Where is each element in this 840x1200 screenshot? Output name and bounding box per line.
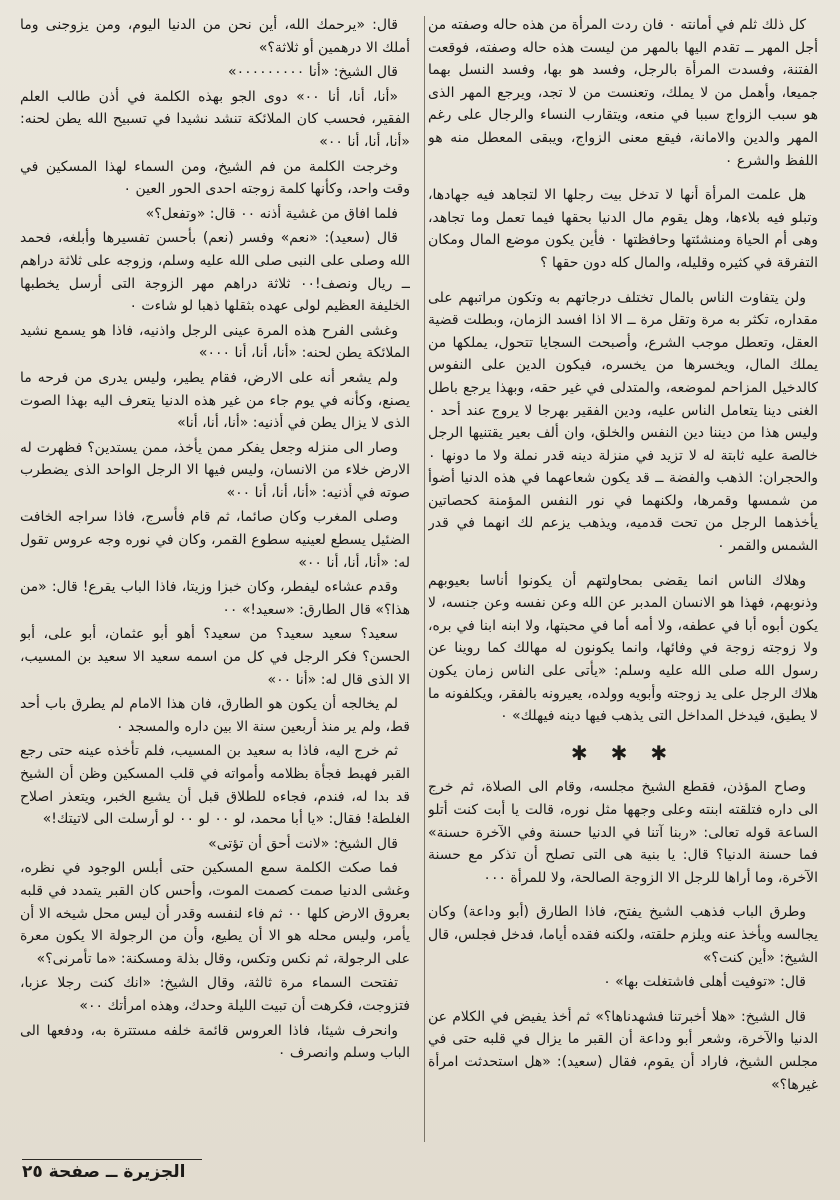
paragraph: ثم خرج اليه، فاذا به سعيد بن المسيب، فلم تأخذه عينه حتى رجع القبر فهبط فجأة بظلامه وأمواته في قلب المسكين وظن أن الشيخ قد بدا له، فندم، فجاءه للطلاق قبل أن يشيع الخبر، ويتعذر اصلاح الغلطة! فقال: «يا أبا محمد، لو ٠٠ لو ٠٠ لو أرسلت الى لاتيتك!» (20, 743, 410, 828)
paragraph: قال: «يرحمك الله، أين نحن من الدنيا اليوم، ومن يزوجنى وما أملك الا درهمين أو ثلاثة؟» (20, 17, 410, 56)
paragraph: وقدم عشاءه ليفطر، وكان خبزا وزيتا، فاذا الباب يقرع! قال: «من هذا؟» قال الطارق: «سعيد!» ٠٠ (20, 579, 410, 618)
paragraph: قال الشيخ: «هلا أخبرتنا فشهدناها؟» ثم أخذ يفيض في الكلام عن الدنيا والآخرة، وشعر أبو وداعة أن القبر ما يزال في قلبه حتى في مجلس الشيخ، فاراد أن يقوم، فقال (سعيد): «هل استحدثت امرأة غيرها؟» (428, 1008, 818, 1093)
paragraph: كل ذلك ثلم في أمانته ٠ فان ردت المرأة من هذه حاله وصفته من أجل المهر ــ تقدم اليها بالمهر من ليست هذه حاله وصفته، فوقعت الفتنة، وفسدت المرأة بالرجل، وفسد هو بها، وفسد النسل بهما جميعا، وأهمل من لا يملك، وتعنست من لا تجد، ويرجع المهر الذى هو سبب الزواج سببا في منعه، ويتقارب النساء والرجال على رغم المهر والدين والامانة، فيقع معنى الزواج، ويبقى المعطل منه هو اللفظ والشرع ٠ (428, 17, 818, 169)
paragraph: قال الشيخ: «لانت أحق أن تؤتى» (208, 835, 398, 852)
paragraph: سعيد؟ سعيد سعيد؟ من سعيد؟ أهو أبو عثمان، أبو على، أبو الحسن؟ فكر الرجل في كل من اسمه سعيد الا سعيد بن المسيب، الا الذى قال له: «أنا ٠٠» (20, 626, 410, 688)
paragraph: «أنا، أنا، أنا ٠٠» دوى الجو بهذه الكلمة في أذن طالب العلم الفقير، فحسب كان الملائكة تنشد نشيدا في تسبيح الله يطن لحنه: «أنا، أنا، أنا ٠٠» (20, 88, 410, 150)
page-footer (22, 1162, 422, 1182)
paragraph: قال الشيخ: «أنا ٠٠٠٠٠٠٠٠٠» (228, 64, 398, 81)
paragraph: وغشى الفرح هذه المرة عينى الرجل واذنيه، فاذا هو يسمع نشيد الملائكة يطن لحنه: «أنا، أنا، أنا ٠٠٠» (20, 322, 410, 362)
paragraph: وصار الى منزله وجعل يفكر ممن يأخذ، ممن يستدين؟ فظهرت له الارض خلاء من الانسان، وليس فيها الا الرجل الواحد الذى يضطرب صوته في أذنيه: «أنا، أنا، أنا ٠٠» (20, 439, 410, 501)
paragraph: قال: «توفيت أهلى فاشتغلت بها» ٠ (603, 974, 806, 991)
paragraph: وطرق الباب فذهب الشيخ يفتح، فاذا الطارق (أبو وداعة) وكان يجالسه ويأخذ عنه ويلزم حلقته، ولكنه فقده أياما، فدخل فجلس، قال الشيخ: «أين كنت؟» (428, 904, 818, 966)
right-column (428, 14, 818, 1154)
paragraph: تفتحت السماء مرة ثالثة، وقال الشيخ: «انك كنت رجلا عزبا، فتزوجت، فكرهت أن تبيت الليلة وحدك، وهذه امرأتك ٠٠» (20, 975, 410, 1014)
paragraph: وصلى المغرب وكان صائما، ثم قام فأسرج، فاذا سراجه الخافت الضئيل يسطع لعينيه سطوع القمر، وكان في نوره وجه عروس تقول له: «أنا، أنا، أنا ٠٠» (20, 509, 410, 571)
paragraph: وخرجت الكلمة من فم الشيخ، ومن السماء لهذا المسكين في وقت واحد، وكأنها كلمة زوجته احدى الحور العين ٠ (20, 158, 410, 198)
paragraph: هل علمت المرأة أنها لا تدخل بيت رجلها الا لتجاهد فيه جهادها، وتبلو فيه بلاءها، وهل يقوم مال الدنيا بحقها فيما تعمل وما تجاهد، وهى أم الحياة ومنشئتها وحافظتها ٠ فأين يكون موضع المال ومكان التفرقة في كثيره وقليله، والمال كله دون حقها ؟ (428, 187, 818, 271)
column-divider (424, 16, 425, 1142)
left-column (20, 14, 410, 1154)
paragraph: ولم يشعر أنه على الارض، فقام يطير، وليس يدرى من فرحه ما يصنع، وكأنه في يوم جاء من غير هذه الدنيا يتعرف اليه بهذا الصوت الذى لا يزال يطن في أذنيه: «أنا، أنا، أنا» (20, 369, 410, 432)
paragraph: فلما افاق من غشية أذنه ٠٠ قال: «وتفعل؟» (145, 205, 398, 222)
paragraph: وانحرف شيئا، فاذا العروس قائمة خلفه مستترة به، ودفعها الى الباب وسلم وانصرف ٠ (20, 1022, 410, 1062)
paragraph: وهلاك الناس انما يقضى بمحاولتهم أن يكونوا أناسا بعيوبهم وذنوبهم، فهذا هو الانسان المدبر عن الله وعن نفسه وعن جنسه، لا يكون أبوه أبا في عطفه، ولا أمه أما في محبتها، ولا ابنه ابنا في بره، ولا زوجته زوجة في وفائها، وانما يكونون له مهالك كما روينا عن رسول الله صلى الله عليه وسلم: «يأتى على الناس زمان يكون هلاك الرجل على يد زوجته وأبويه وولده، يعيرونه بالفقر، ويكلفونه ما لا يطيق، فيدخل المداخل التى يذهب فيها دينه فيهلك» ٠ (428, 572, 818, 725)
paragraph: فما صكت الكلمة سمع المسكين حتى أبلس الوجود في نظره، وغشى الدنيا صمت كصمت الموت، وأحس كان القبر يتمدد في قلبه بعروق الارض كلها ٠٠ ثم فاء لنفسه وقدر أن ليس محل شيخه الا أن يأمر، وليس محله هو الا أن يطيع، وأن من الرجولة الا يكون معرة على الرجولة، ثم نكس وتكس، وقال بذلة ومسكنة: «ما تأمرنى؟» (20, 860, 410, 967)
paragraph: لم يخالجه أن يكون هو الطارق، فان هذا الامام لم يطرق باب أحد قط، ولم ير منذ أربعين سنة الا بين داره والمسجد ٠ (20, 696, 410, 735)
paragraph: قال (سعيد): «نعم» وفسر (نعم) بأحسن تفسيرها وأبلغه، فحمد الله وصلى على النبى صلى الله عليه وسلم، وزوجه على ثلاثة دراهم ــ ريال ونصف!٠٠ ثلاثة دراهم مهر الزوجة التى أرسل يخطبها الخليفة العظيم لولى عهده بثقلها ذهبا لو شاءت ٠ (20, 230, 410, 315)
footer-label: الجزيرة ــ صفحة ٢٥ (22, 1162, 186, 1182)
section-break-stars: ✱ ✱ ✱ (570, 740, 676, 765)
paragraph: ولن يتفاوت الناس بالمال تختلف درجاتهم به وتكون مراتبهم على مقداره، تكثر به مرة وتقل مرة ــ الا اذا افسد الزمان، وبطلت قضية العقل، وتعطل موجب الشرع، وأصبحت السجايا تتحول، يملكها من يملك المال، ويخسرها من يخسره، فيكون الدين على النفوس كالدخيل المزاحم لموضعه، والمتدلى في غير حقه، وبهذا يرجع باطل الغنى دينا يتعامل الناس عليه، ودين الفقير بهرجا لا يروج عند أحد ٠ وليس هذا من ديننا دين النفس والخلق، وان ألف بعير يقتنيها الرجل خالصة عليه ثابتة له لا تزيد في منزلة دينه قدر نملة ولا ما دونها ٠ والحجران: الذهب والفضة ــ قد يكون شعاعهما في هذه الدنيا أضوأ من شمسها وقمرها، ولكنهما في نور النفس المؤمنة كحصاتين يأخذهما الرجل من تحت قدميه، ويذهب يزعم لك انهما في قدر الشمس والقمر ٠ (428, 289, 818, 555)
footer-rule (22, 1159, 202, 1160)
paragraph: وصاح المؤذن، فقطع الشيخ مجلسه، وقام الى الصلاة، ثم خرج الى داره فتلقته ابنته وعلى وجهها مثل نوره، قالت يا أبت كنت أتلو الساعة قوله تعالى: «ربنا آتنا في الدنيا حسنة وفي الآخرة حسنة» فما حسنة الدنيا؟ قال: يا بنية هى التى تصلح أن تذكر مع حسنة الآخرة، وما أراها للرجل الا الزوجة الصالحة، ولا للمرأة ٠٠٠ (428, 779, 818, 886)
